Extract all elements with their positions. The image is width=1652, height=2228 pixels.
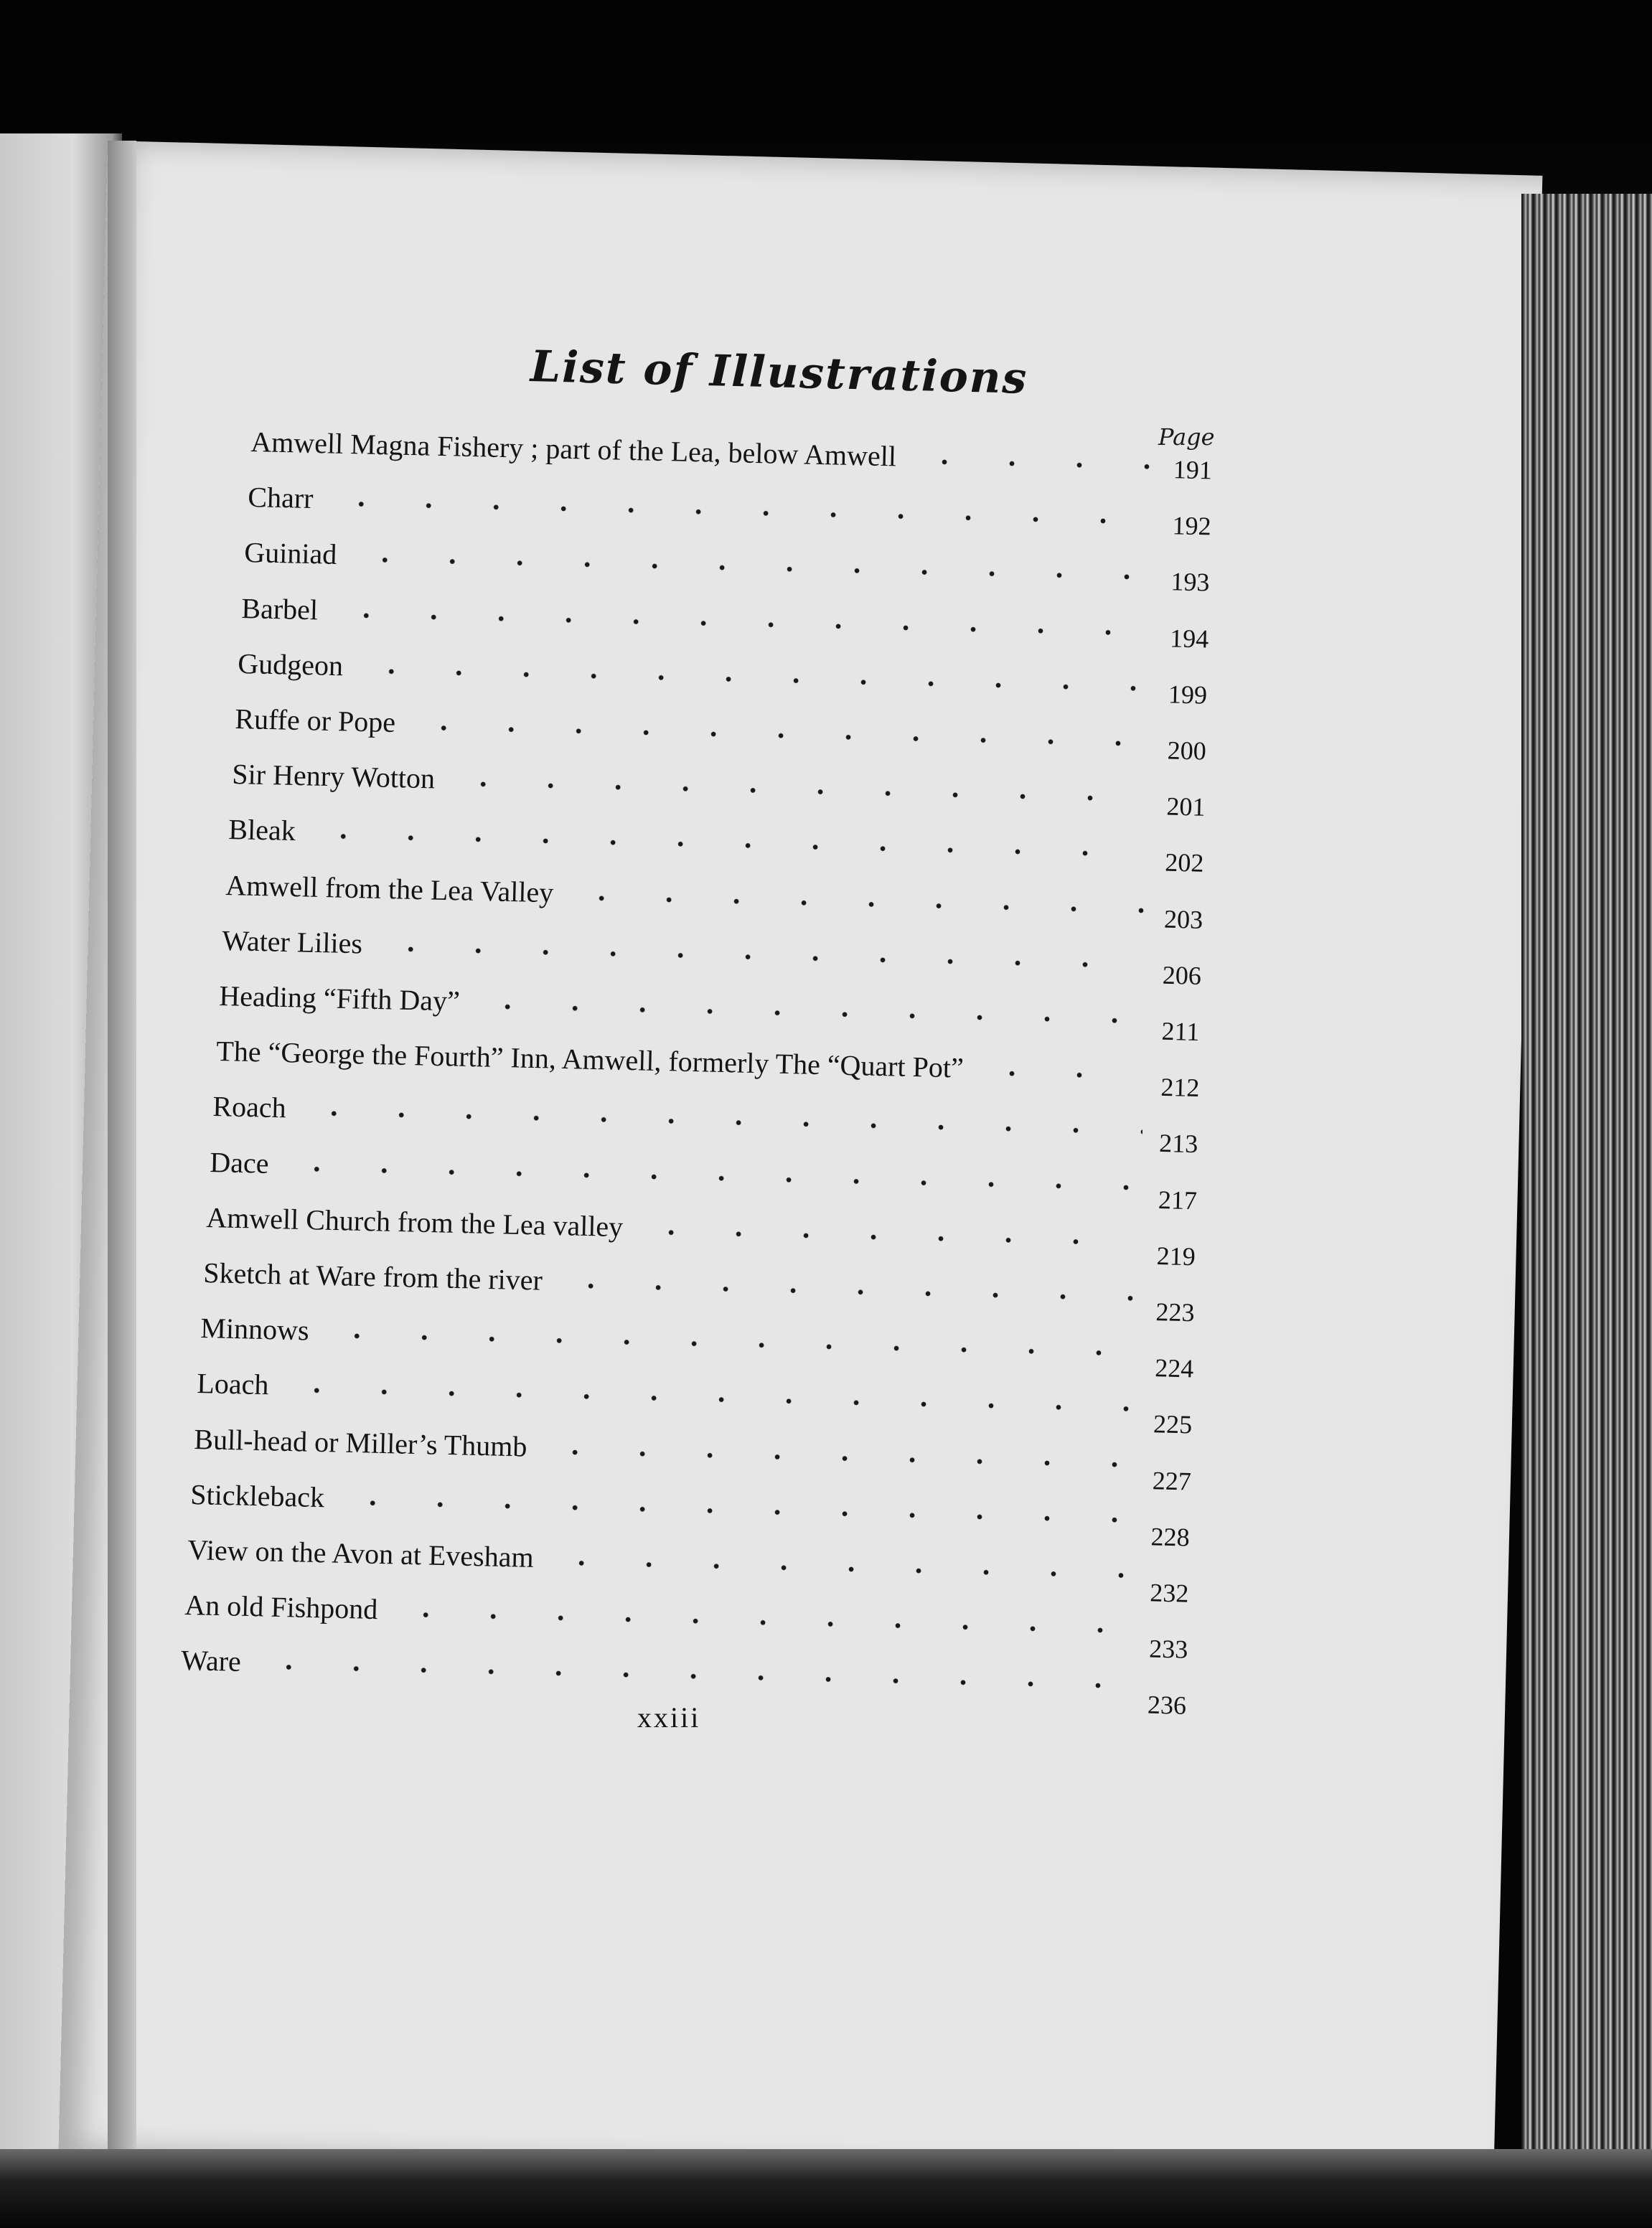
- dot-leader: [323, 1332, 1138, 1357]
- entry-page-number: 192: [1171, 511, 1211, 541]
- entry-title: Loach: [197, 1367, 270, 1401]
- entry-title: Amwell from the Lea Valley: [225, 868, 554, 908]
- dot-leader: [911, 459, 1156, 470]
- entry-title: Amwell Church from the Lea valley: [206, 1200, 624, 1243]
- entry-title: Dace: [209, 1145, 269, 1180]
- entry-page-number: 236: [1147, 1690, 1187, 1721]
- entry-page-number: 211: [1161, 1016, 1200, 1046]
- entry-page-number: 225: [1153, 1409, 1193, 1439]
- entry-page-number: 223: [1155, 1297, 1196, 1327]
- entry-page-number: 217: [1158, 1185, 1198, 1215]
- entry-page-number: 227: [1152, 1465, 1192, 1496]
- dot-leader: [392, 1612, 1132, 1634]
- entry-page-number: 203: [1163, 904, 1203, 934]
- dot-leader: [377, 946, 1146, 969]
- entry-page-number: 232: [1149, 1578, 1189, 1608]
- dot-leader: [351, 557, 1153, 580]
- dot-leader: [541, 1449, 1135, 1468]
- dot-leader: [637, 1228, 1140, 1246]
- entry-title: Amwell Magna Fishery ; part of the Lea, below Amwell: [250, 425, 897, 473]
- bottom-shadow: [0, 2149, 1652, 2228]
- entry-page-number: 213: [1158, 1129, 1198, 1159]
- dot-leader: [449, 781, 1150, 802]
- dot-leader: [358, 668, 1152, 692]
- dot-leader: [339, 1499, 1135, 1523]
- entry-title: An old Fishpond: [184, 1589, 378, 1626]
- background-dark: [0, 0, 1652, 144]
- entry-title: Bleak: [228, 813, 296, 847]
- entry-page-number: 224: [1154, 1353, 1194, 1383]
- entry-page-number: 199: [1168, 680, 1208, 710]
- dot-leader: [557, 1282, 1139, 1301]
- entry-page-number: 219: [1156, 1241, 1196, 1272]
- entry-title: The “George the Fourth” Inn, Amwell, formerly The “Quart Pot”: [215, 1035, 964, 1084]
- entry-page-number: 193: [1170, 567, 1211, 597]
- dot-leader: [300, 1110, 1142, 1135]
- page-column-label: Page: [1158, 423, 1215, 451]
- dot-leader: [332, 611, 1153, 636]
- entry-title: Bull-head or Miller’s Thumb: [193, 1422, 527, 1463]
- dot-leader: [255, 1664, 1130, 1690]
- dot-leader: [309, 833, 1148, 858]
- entry-title: Sketch at Ware from the river: [202, 1256, 543, 1297]
- page-heading: List of Illustrations: [530, 342, 1029, 404]
- entry-page-number: 201: [1165, 791, 1206, 822]
- entry-title: Gudgeon: [238, 647, 344, 682]
- entry-page-number: 200: [1167, 735, 1207, 766]
- entry-title: Barbel: [240, 591, 319, 626]
- entry-page-number: 194: [1169, 623, 1209, 654]
- entry-title: Roach: [212, 1090, 287, 1124]
- entry-title: Sir Henry Wotton: [231, 758, 436, 795]
- dot-leader: [283, 1165, 1141, 1190]
- page-edges: [1521, 194, 1652, 2228]
- entry-title: View on the Avon at Evesham: [187, 1533, 535, 1574]
- dot-leader: [283, 1387, 1136, 1412]
- entry-title: Ruffe or Pope: [234, 702, 396, 739]
- entry-title: Heading “Fifth Day”: [218, 979, 461, 1017]
- dot-leader: [568, 894, 1147, 913]
- entry-page-number: 212: [1160, 1073, 1200, 1103]
- dot-leader: [978, 1070, 1144, 1079]
- folio-number: xxiii: [637, 1701, 701, 1734]
- entry-title: Water Lilies: [222, 923, 363, 960]
- dot-leader: [410, 725, 1150, 747]
- entry-title: Minnows: [200, 1312, 309, 1347]
- entry-page-number: 206: [1162, 960, 1202, 990]
- entry-page-number: 228: [1150, 1522, 1191, 1552]
- entry-page-number: 233: [1148, 1634, 1188, 1664]
- entry-page-number: 202: [1165, 848, 1204, 878]
- page-gutter: [108, 141, 136, 2178]
- dot-leader: [327, 501, 1155, 525]
- entry-title: Ware: [181, 1644, 242, 1678]
- entry-page-number: 191: [1173, 455, 1213, 485]
- entry-title: Guiniad: [244, 536, 338, 571]
- entry-title: Charr: [247, 481, 314, 515]
- entry-title: Stickleback: [190, 1477, 325, 1514]
- dot-leader: [548, 1559, 1133, 1579]
- dot-leader: [474, 1003, 1145, 1024]
